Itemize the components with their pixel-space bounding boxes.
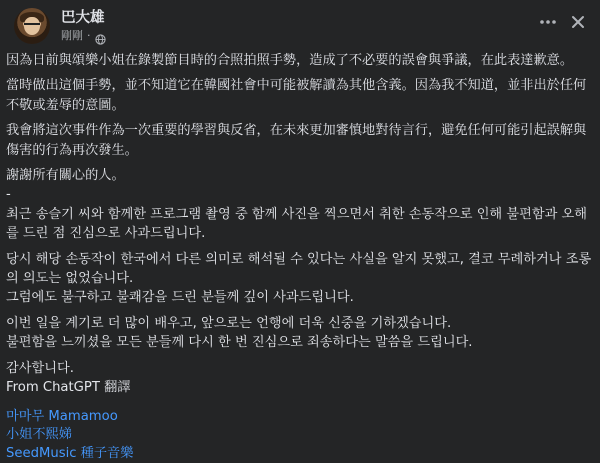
author-name[interactable]: 巴大雄 — [61, 9, 105, 27]
post-paragraph-4: 謝謝所有關心的人。 — [6, 166, 594, 185]
post-paragraph-1: 因為日前與頌樂小姐在錄製節目時的合照拍照手勢，造成了不必要的誤會與爭議，在此表達歉意。 — [6, 51, 594, 70]
post-paragraph-2: 當時做出這個手勢，並不知道它在韓國社會中可能被解讀為其他含義。因為我不知道，並非出於任何不敬或羞辱的意圖。 — [6, 76, 594, 115]
post-header — [0, 0, 600, 50]
post-paragraph-ko-2: 당시 해당 손동작이 한국에서 다른 의미로 해석될 수 있다는 사실을 알지 못했고, 결코 무례하거나 조롱의 의도는 없었습니다. — [6, 250, 594, 289]
meta-separator: · — [87, 28, 91, 43]
tag-link-show[interactable]: 小姐不熙娣 — [6, 426, 594, 445]
post-paragraph-ko-6: 감사합니다. — [6, 359, 594, 378]
post-tags — [6, 408, 594, 463]
post-paragraph-3: 我會將這次事件作為一次重要的學習與反省，在未來更加審慎地對待言行，避免任何可能引起誤解與傷害的行為再次發生。 — [6, 121, 594, 160]
post-timestamp[interactable]: 剛剛 — [61, 28, 83, 43]
author-avatar[interactable] — [14, 8, 50, 44]
post-separator-dash: - — [6, 185, 594, 204]
more-options-button[interactable] — [536, 10, 560, 34]
tag-link-mamamoo[interactable]: 마마무 Mamamoo — [6, 408, 594, 427]
avatar-glasses — [24, 23, 40, 29]
globe-icon[interactable] — [95, 30, 106, 41]
tag-link-seedmusic[interactable]: SeedMusic 種子音樂 — [6, 445, 594, 463]
close-post-button[interactable] — [566, 10, 590, 34]
more-horizontal-icon — [539, 13, 557, 31]
close-icon — [570, 14, 586, 30]
post-paragraph-ko-4: 이번 일을 계기로 더 많이 배우고, 앞으로는 언행에 더욱 신중을 기하겠습니다. — [6, 314, 594, 333]
post-paragraph-ko-1: 최근 송슬기 씨와 함께한 프로그램 촬영 중 함께 사진을 찍으면서 취한 손동작으로 인해 불편함과 오해를 드린 점 진심으로 사과드립니다. — [6, 205, 594, 244]
post-paragraph-ko-5: 불편함을 느끼셨을 모든 분들께 다시 한 번 진심으로 죄송하다는 말씀을 드립니다. — [6, 333, 594, 352]
post-paragraph-ko-3: 그럼에도 불구하고 불쾌감을 드린 분들께 깊이 사과드립니다. — [6, 288, 594, 307]
post-meta — [61, 28, 106, 43]
post-translation-note: From ChatGPT 翻譯 — [6, 378, 594, 397]
post-body — [6, 51, 594, 463]
